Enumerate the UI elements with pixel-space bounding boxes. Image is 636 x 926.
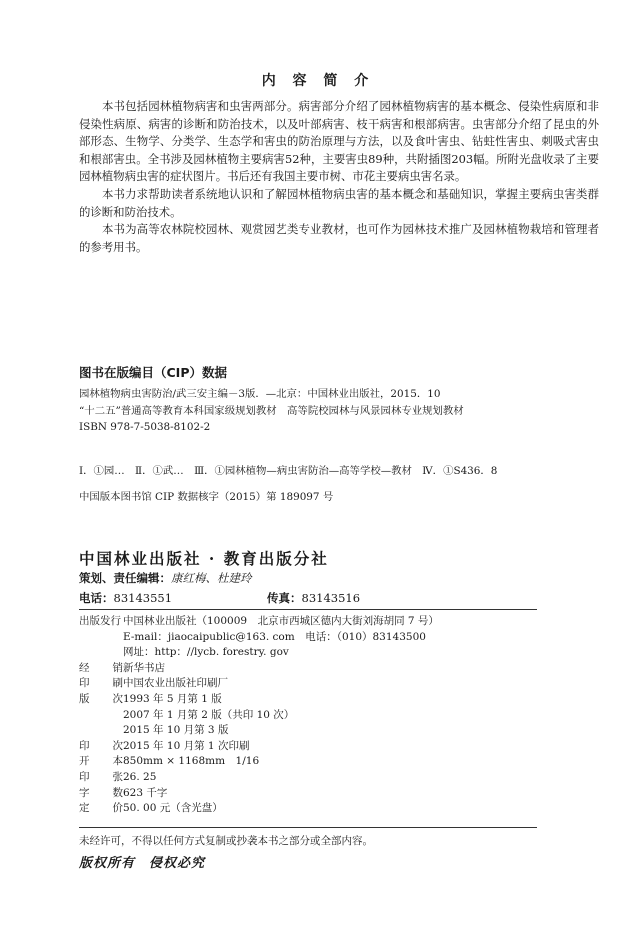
- fax-number: 83143516: [301, 591, 361, 605]
- colophon-label: 字 数: [79, 786, 123, 799]
- colophon-row: [79, 676, 539, 692]
- colophon-value: 新华书店: [123, 661, 165, 674]
- cip-heading: 图书在版编目（CIP）数据: [79, 365, 227, 380]
- rights-statement: 版权所有 侵权必究: [79, 856, 206, 871]
- colophon-label: [79, 645, 123, 661]
- colophon-value: 2007 年 1 月第 2 版（共印 10 次）: [123, 708, 295, 721]
- colophon-label: [79, 708, 123, 724]
- colophon-label: 定 价: [79, 802, 123, 815]
- colophon-table: [79, 614, 539, 817]
- colophon-row: [79, 661, 539, 677]
- colophon-value: E-mail：jiaocaipublic@163. com 电话：（010）83143500: [123, 630, 426, 643]
- contact-line: [79, 590, 361, 606]
- cip-line: 园林植物病虫害防治/武三安主编－3版．—北京：中国林业出版社，2015．10: [79, 388, 441, 400]
- colophon-label: [79, 630, 123, 646]
- fax-label: 传真：: [267, 591, 302, 605]
- summary-paragraph: 本书为高等农林院校园林、观赏园艺类专业教材，也可作为园林技术推广及园林植物栽培和管理者的参考用书。: [79, 222, 599, 254]
- colophon-value: 网址：http：//lycb. forestry. gov: [123, 646, 289, 659]
- cip-line: “十二五”普通高等教育本科国家级规划教材 高等院校园林与风景园林专业规划教材: [79, 404, 464, 417]
- cip-classification: Ⅰ．①园… Ⅱ．①武… Ⅲ．①园林植物—病虫害防治—高等学校—教材 Ⅳ．①S436．8: [79, 465, 498, 477]
- phone-number: 83143551: [113, 591, 173, 605]
- editors-label: 策划、责任编辑：: [79, 571, 171, 585]
- colophon-row: [79, 801, 539, 817]
- summary-paragraph: 本书包括园林植物病害和虫害两部分。病害部分介绍了园林植物病害的基本概念、侵染性病原和非侵染性病原、病害的诊断和防治技术，以及叶部病害、枝干病害和根部病害。虫害部分介绍了昆虫的外部形态、生物学、分类学、生态学和害虫的防治原理与方法，以及食叶害虫、钻蛀性害虫、刺吸式害虫和根部害虫。全书涉及园林植物主要病害52种，主要害虫89种，共附插图203幅。所附光盘收录了主要园林植物病虫害的症状图片。书后还有我国主要市树、市花主要病虫害名录。: [79, 99, 599, 184]
- colophon-row: [79, 692, 539, 708]
- cip-line: ISBN 978-7-5038-8102-2: [79, 421, 211, 434]
- colophon-row: [79, 754, 539, 770]
- colophon-value: 中国农业出版社印刷厂: [123, 677, 228, 690]
- summary-title: 内 容 简 介: [261, 73, 375, 89]
- colophon-row: [79, 708, 539, 724]
- colophon-row: [79, 723, 539, 739]
- colophon-label: 出版发行: [79, 615, 121, 627]
- colophon-label: 印 刷: [79, 677, 123, 690]
- cip-record: [79, 386, 599, 436]
- colophon-value: 2015 年 10 月第 3 版: [123, 724, 229, 737]
- colophon-value: 2015 年 10 月第 1 次印刷: [123, 739, 250, 752]
- editors-names: 康红梅、杜建玲: [171, 571, 252, 585]
- colophon-label: 经 销: [79, 661, 123, 674]
- divider: [79, 609, 537, 610]
- colophon-value: 中国林业出版社（100009 北京市西城区德内大街刘海胡同 7 号）: [123, 615, 439, 627]
- colophon-row: [79, 614, 539, 630]
- colophon-row: [79, 786, 539, 802]
- colophon-row: [79, 739, 539, 755]
- colophon-row: [79, 630, 539, 646]
- copy-notice: 未经许可，不得以任何方式复制或抄袭本书之部分或全部内容。: [79, 835, 373, 847]
- colophon-label: 印 次: [79, 739, 123, 752]
- colophon-label: [79, 723, 123, 739]
- colophon-row: [79, 770, 539, 786]
- colophon-label: 版 次: [79, 692, 123, 705]
- colophon-value: 26. 25: [123, 770, 157, 783]
- colophon-row: [79, 645, 539, 661]
- colophon-value: 850mm × 1168mm 1/16: [123, 755, 260, 768]
- colophon-label: 印 张: [79, 770, 123, 783]
- summary-paragraph: 本书力求帮助读者系统地认识和了解园林植物病虫害的基本概念和基础知识，掌握主要病虫害类群的诊断和防治技术。: [79, 186, 599, 219]
- editors-line: [79, 570, 252, 586]
- colophon-value: 50. 00 元（含光盘）: [123, 802, 223, 815]
- colophon-value: 1993 年 5 月第 1 版: [123, 692, 222, 705]
- fax-group: [267, 590, 360, 606]
- colophon-value: 623 千字: [123, 786, 168, 799]
- publisher-name: 中国林业出版社 · 教育出版分社: [79, 549, 329, 568]
- cip-record-number: 中国版本图书馆 CIP 数据核字（2015）第 189097 号: [79, 491, 334, 503]
- colophon-label: 开 本: [79, 755, 123, 768]
- divider: [79, 827, 537, 828]
- summary-body: [79, 98, 599, 256]
- phone-label: 电话：: [79, 591, 114, 605]
